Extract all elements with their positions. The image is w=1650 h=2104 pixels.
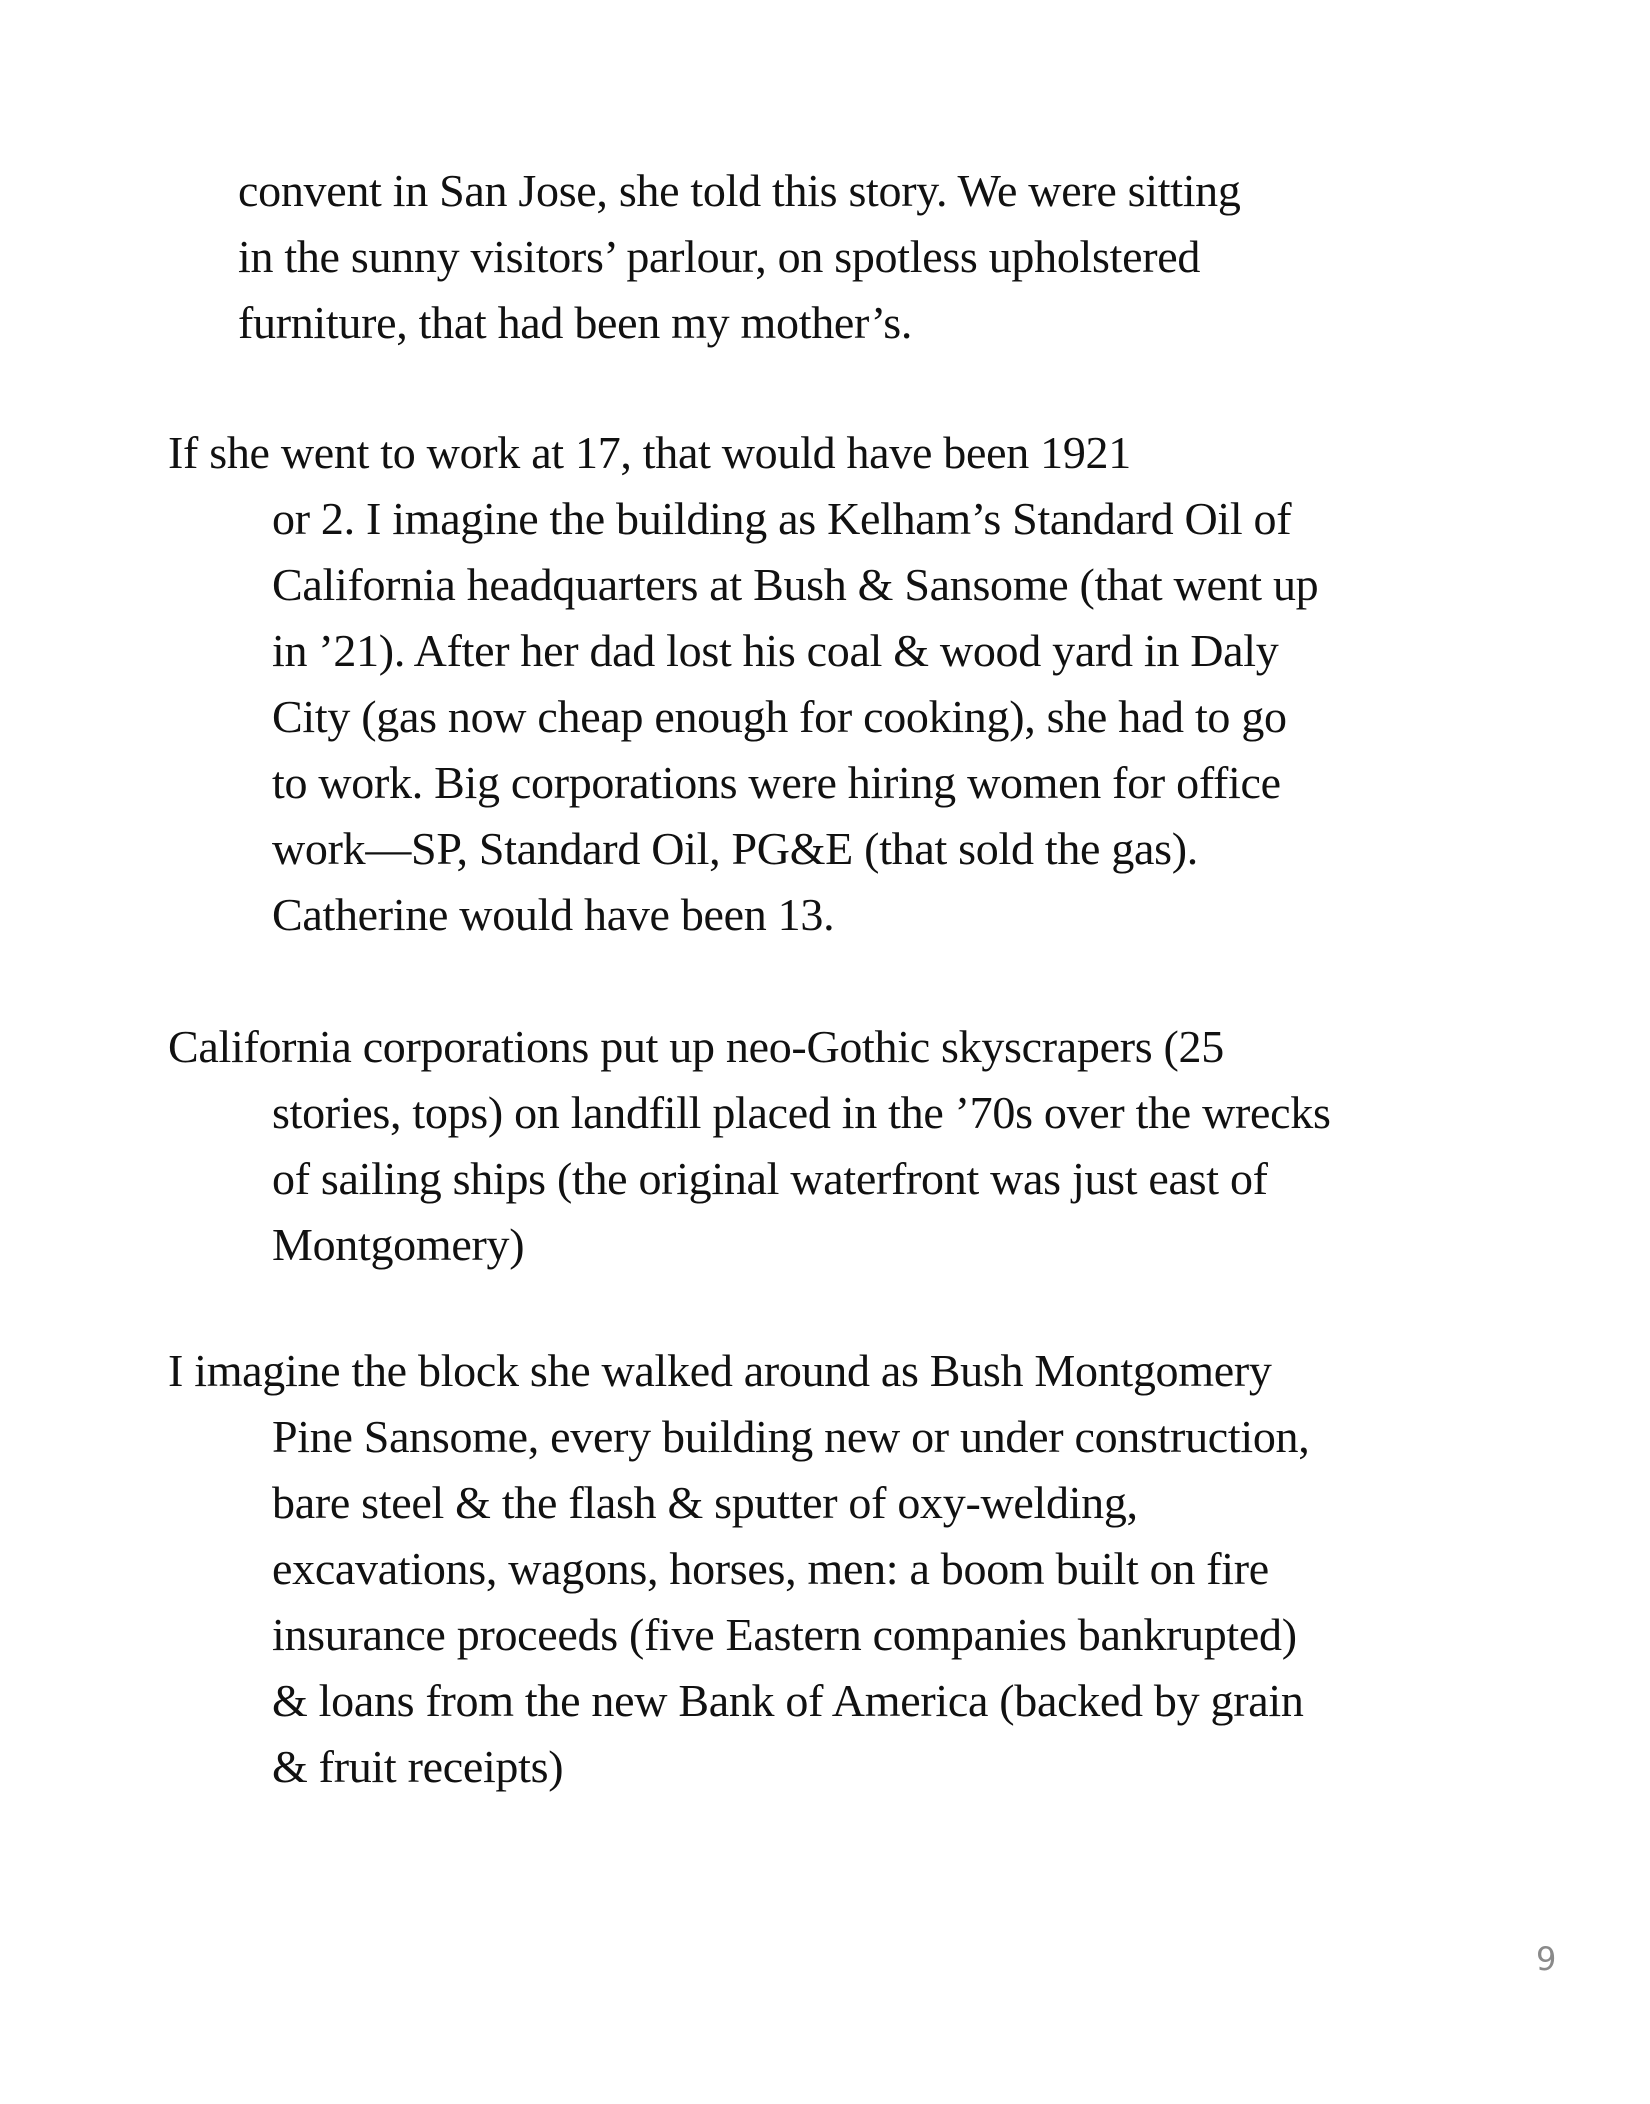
text-line: California corporations put up neo-Gothic skyscrapers (25 <box>168 1021 1224 1072</box>
text-line: Catherine would have been 13. <box>272 889 835 940</box>
text-line: in the sunny visitors’ parlour, on spotless upholstered <box>238 231 1201 282</box>
paragraph-block-walk <box>168 1338 1498 1800</box>
text-line: Pine Sansome, every building new or under construction, <box>272 1411 1310 1462</box>
paragraph-work-1921 <box>168 420 1498 948</box>
page-number: 9 <box>1536 1940 1557 1978</box>
text-line: California headquarters at Bush & Sansome (that went up <box>272 559 1319 610</box>
text-line: or 2. I imagine the building as Kelham’s Standard Oil of <box>272 493 1292 544</box>
text-line: work—SP, Standard Oil, PG&E (that sold the gas). <box>272 823 1198 874</box>
text-line: convent in San Jose, she told this story. We were sitting <box>238 165 1241 216</box>
text-line: to work. Big corporations were hiring women for office <box>272 757 1281 808</box>
text-line: & fruit receipts) <box>272 1741 564 1792</box>
text-line: of sailing ships (the original waterfront was just east of <box>272 1153 1268 1204</box>
text-line: furniture, that had been my mother’s. <box>238 297 913 348</box>
paragraph-convent-story <box>168 158 1498 356</box>
text-line: If she went to work at 17, that would have been 1921 <box>168 427 1131 478</box>
text-line: City (gas now cheap enough for cooking), she had to go <box>272 691 1287 742</box>
text-line: Montgomery) <box>272 1219 525 1270</box>
text-line: bare steel & the flash & sputter of oxy-welding, <box>272 1477 1138 1528</box>
text-line: I imagine the block she walked around as Bush Montgomery <box>168 1345 1272 1396</box>
text-line: stories, tops) on landfill placed in the ’70s over the wrecks <box>272 1087 1331 1138</box>
text-line: excavations, wagons, horses, men: a boom built on fire <box>272 1543 1269 1594</box>
paragraph-skyscrapers <box>168 1014 1498 1278</box>
text-line: & loans from the new Bank of America (backed by grain <box>272 1675 1304 1726</box>
text-line: insurance proceeds (five Eastern companies bankrupted) <box>272 1609 1297 1660</box>
text-line: in ’21). After her dad lost his coal & wood yard in Daly <box>272 625 1279 676</box>
